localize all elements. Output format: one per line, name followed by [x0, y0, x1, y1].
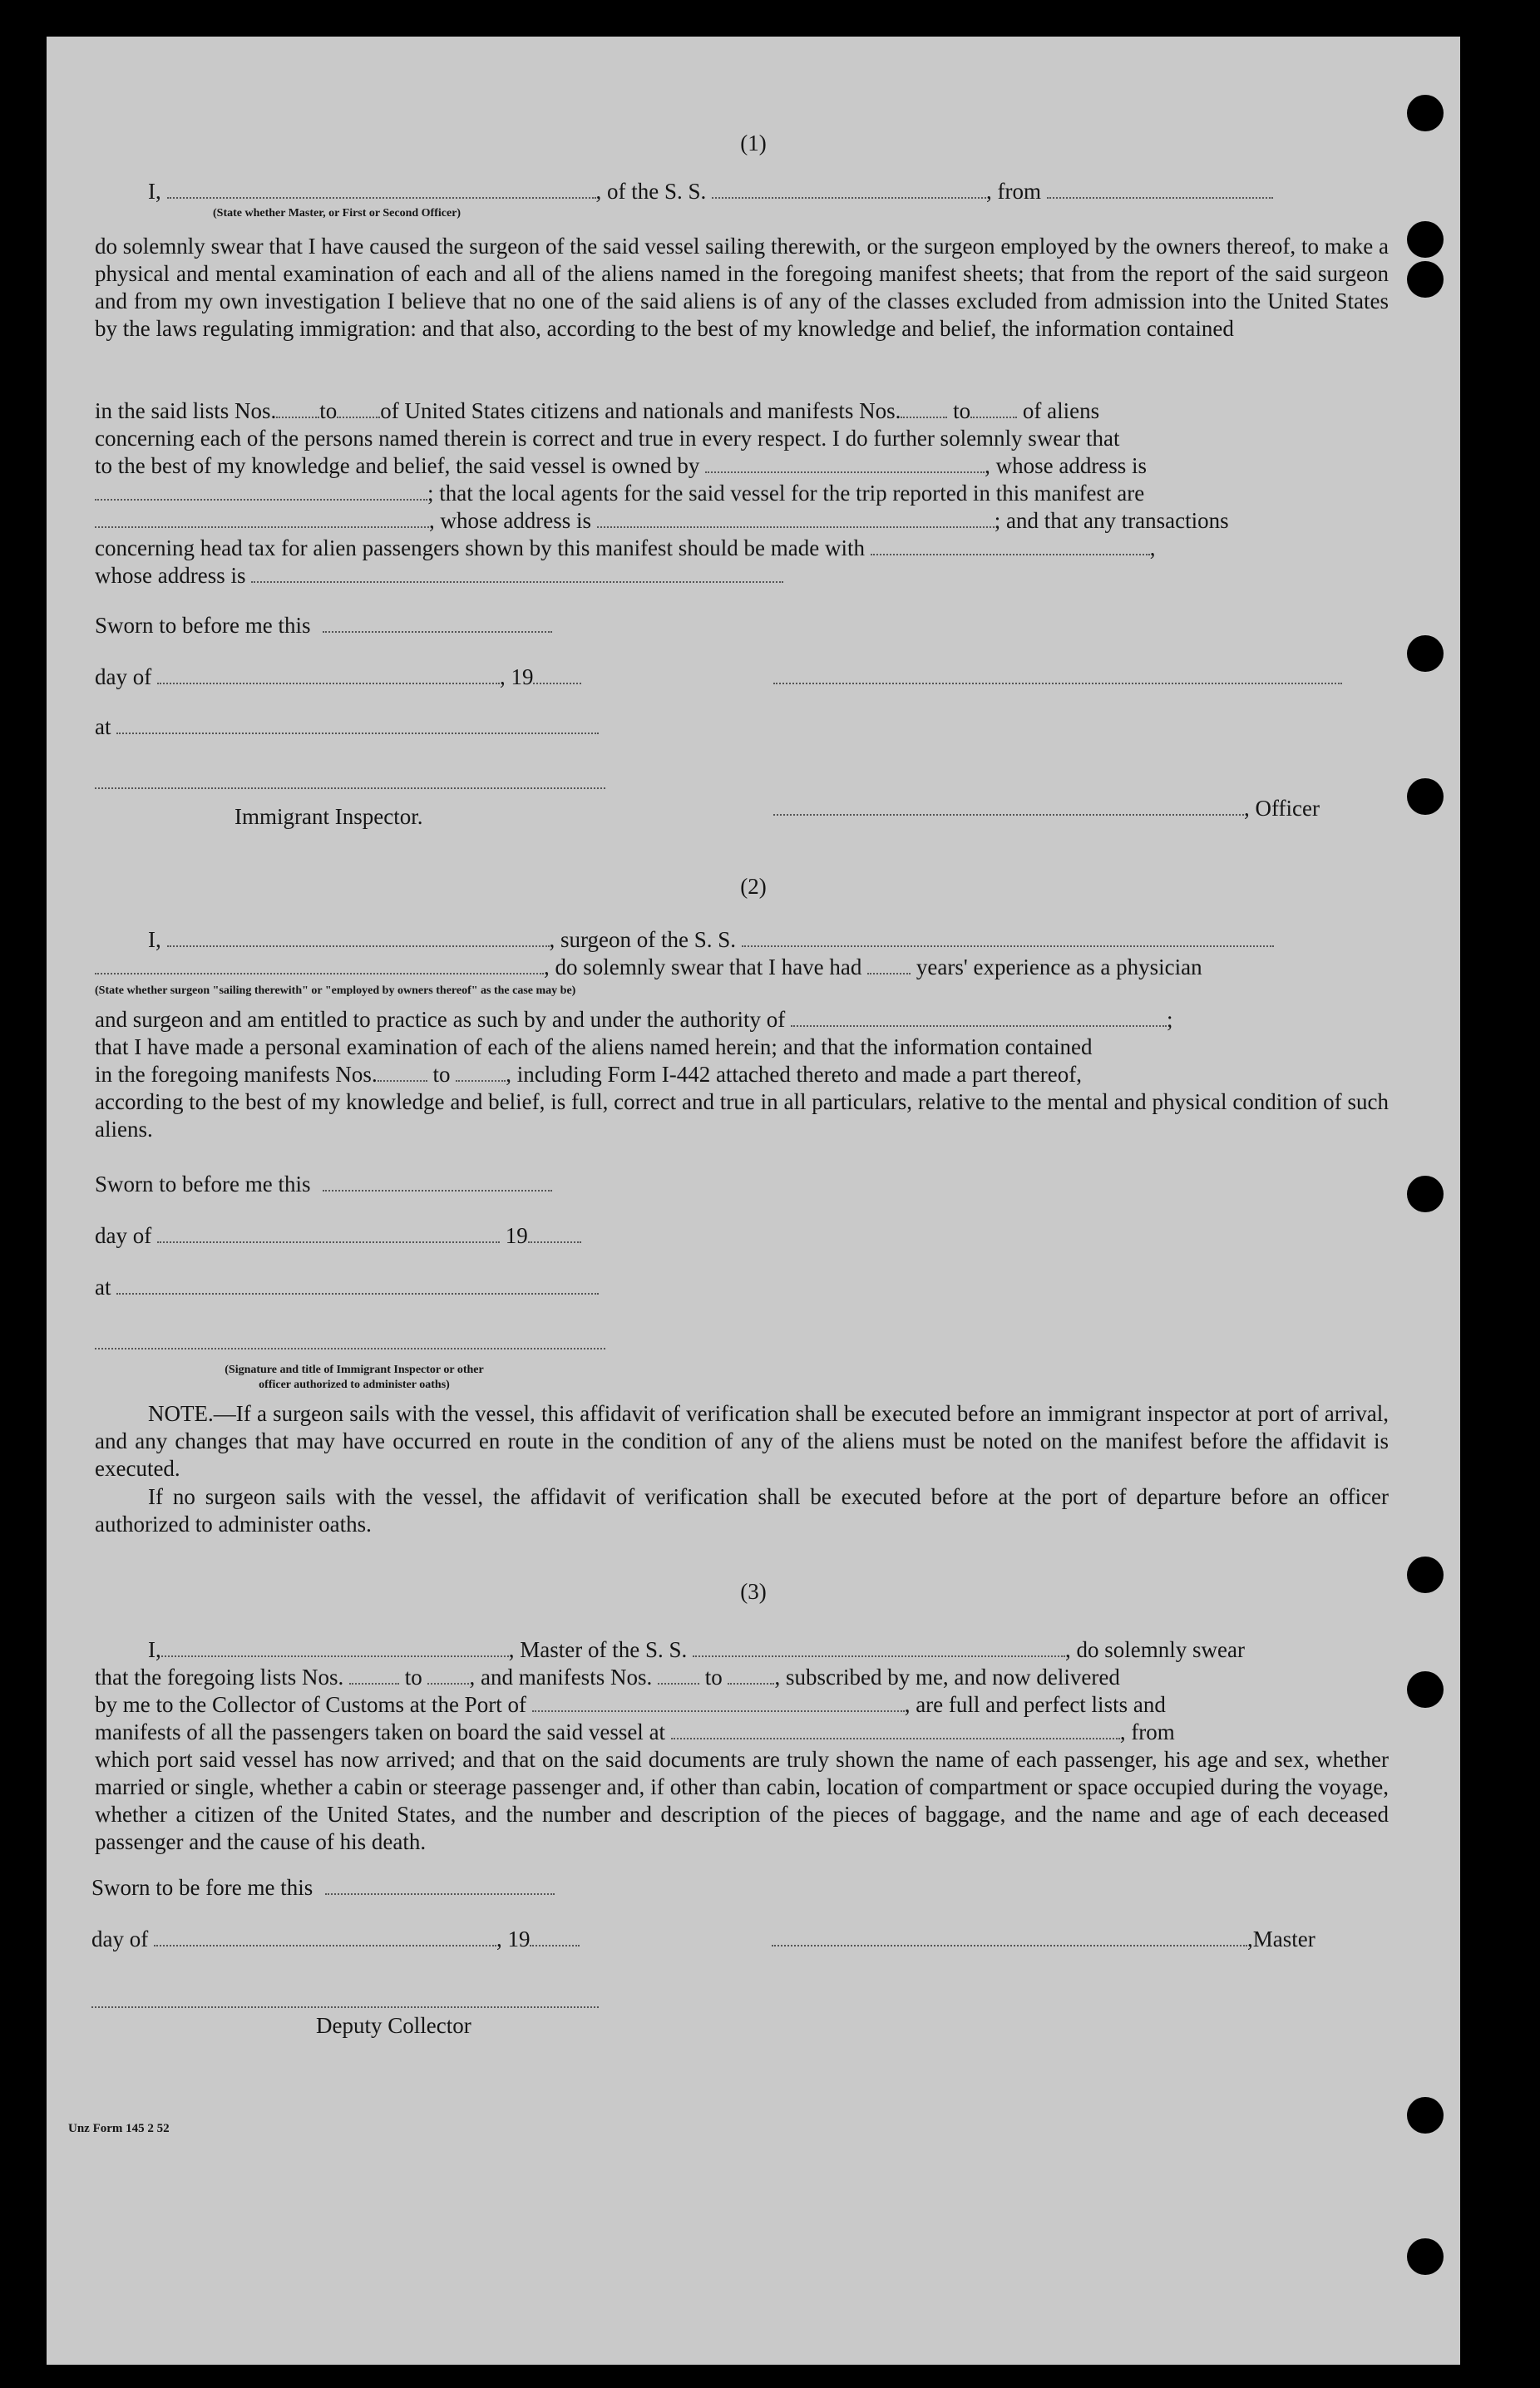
rank-note: (State whether Master, or First or Second Officer) — [213, 207, 462, 220]
label-whose-address: whose address is — [95, 563, 246, 588]
agents-line — [95, 480, 1144, 507]
punch-hole-icon — [1407, 635, 1444, 672]
label-transactions: ; and that any transactions — [994, 508, 1229, 533]
lists-to-field[interactable] — [337, 398, 380, 418]
label-manifests-nos: of United States citizens and nationals and manifests Nos. — [380, 398, 901, 423]
label-lists-nos: that the foregoing lists Nos. — [95, 1665, 344, 1690]
label-sworn: Sworn to before me this — [95, 613, 311, 638]
sworn-date-field[interactable] — [325, 1875, 555, 1895]
experience-line — [95, 954, 1202, 981]
master-name-field[interactable] — [161, 1637, 509, 1657]
exam-line: that I have made a personal examination of each of the aliens named herein; and that the information contained — [95, 1034, 1093, 1059]
day-line-3 — [91, 1926, 580, 1953]
embark-line — [95, 1719, 1175, 1746]
label-year: , 19 — [496, 1927, 531, 1951]
inspector-sig-line-2 — [95, 1329, 605, 1356]
deputy-collector-label: Deputy Collector — [316, 2013, 471, 2038]
month-field[interactable] — [157, 1223, 500, 1243]
at-line-1 — [95, 713, 599, 741]
master-vessel-field[interactable] — [693, 1637, 1065, 1657]
inspector-signature-field[interactable] — [95, 1330, 605, 1349]
label-year: , 19 — [499, 664, 534, 689]
label-collector-port: by me to the Collector of Customs at the Port of — [95, 1692, 526, 1717]
sworn-line-2 — [95, 1171, 552, 1198]
lists-line-3 — [95, 1664, 1120, 1691]
inspector-signature-field[interactable] — [95, 769, 605, 789]
punch-hole-icon — [1407, 1671, 1444, 1708]
section-1-line-1 — [148, 178, 1273, 205]
at-line-2 — [95, 1274, 599, 1301]
years-field[interactable] — [867, 955, 911, 974]
label-years-experience: years' experience as a physician — [916, 955, 1202, 979]
punch-hole-icon — [1407, 261, 1444, 298]
label-semicolon: ; — [1167, 1007, 1173, 1032]
label-lists-nos: in the said lists Nos. — [95, 398, 277, 423]
lists-to-field[interactable] — [427, 1665, 469, 1685]
section-3-body: which port said vessel has now arrived; and that on the said documents are truly shown the name of each passenger, his age and sex, whether married or single, whether a cabin or steerage passenger and, if other than cabin, location of compartment or space occupied during the voyage, whether a citizen of the United States, and the number and description of the pieces of baggage, and the name and age of each deceased passenger and the cause of his death. — [95, 1747, 1389, 1854]
master-line — [148, 1636, 1245, 1664]
section-1-number: (1) — [740, 131, 767, 155]
sworn-date-field[interactable] — [323, 1172, 552, 1192]
surgeon-vessel-field[interactable] — [742, 927, 1274, 947]
deputy-sig-line — [91, 1987, 599, 2015]
agents-address-line — [95, 507, 1229, 535]
manifests-from-field[interactable] — [901, 398, 947, 418]
surgeon-status-note: (State whether surgeon "sailing therewith" or "employed by owners thereof" as the case may be) — [95, 984, 576, 997]
month-field[interactable] — [154, 1927, 496, 1946]
label-swear-had: , do solemnly swear that I have had — [544, 955, 862, 979]
label-day-of: day of — [95, 664, 152, 689]
label-from: , from — [1119, 1719, 1175, 1744]
authority-line — [95, 1006, 1173, 1034]
surgeon-name-field[interactable] — [167, 927, 550, 947]
signature-line-1 — [773, 664, 1342, 691]
section-1-body-1: do solemnly swear that I have caused the surgeon of the said vessel sailing therewith, or the surgeon employed by the owners thereof, to make a physical and mental examination of each and all of the aliens named in the foregoing manifest sheets; that from the report of the said surgeon and from my own investigation I believe that no one of the said aliens is of any of the classes excluded from admission into the United States by the laws regulating immigration: and that also, according to the best of my knowledge and belief, the information contained — [95, 234, 1389, 341]
label-subscribed: , subscribed by me, and now delivered — [774, 1665, 1120, 1690]
label-i: I, — [148, 927, 161, 952]
owned-line — [95, 452, 1147, 480]
manifests-to-field[interactable] — [728, 1665, 774, 1685]
day-line-1 — [95, 664, 581, 691]
manifests-line-2 — [95, 1061, 1082, 1088]
label-master: ,Master — [1247, 1927, 1315, 1951]
punch-hole-icon — [1407, 778, 1444, 815]
sworn-date-field[interactable] — [323, 613, 552, 633]
label-local-agents: ; that the local agents for the said vessel for the trip reported in this manifest are — [427, 481, 1145, 506]
label-taken-on-board: manifests of all the passengers taken on board the said vessel at — [95, 1719, 666, 1744]
label-of-aliens: of aliens — [1022, 398, 1100, 423]
master-signature-field[interactable] — [772, 1927, 1247, 1946]
head-tax-address-field[interactable] — [251, 563, 783, 583]
label-at: at — [95, 714, 111, 739]
head-tax-line — [95, 535, 1156, 562]
sworn-line-3 — [91, 1874, 555, 1902]
whose-address-line — [95, 562, 783, 590]
note-paragraph-2: If no surgeon sails with the vessel, the affidavit of verification shall be executed before at the port of departure before an officer authorized to administer oaths. — [95, 1484, 1389, 1537]
label-manifests-nos: in the foregoing manifests Nos. — [95, 1062, 378, 1087]
label-whose-address: , whose address is — [985, 453, 1148, 478]
rank-field[interactable] — [167, 179, 596, 199]
from-port-field[interactable] — [1047, 179, 1273, 199]
label-year: 19 — [505, 1223, 528, 1248]
label-to: to — [319, 398, 338, 423]
label-officer: , Officer — [1244, 796, 1320, 821]
label-perfect-lists: , are full and perfect lists and — [904, 1692, 1166, 1717]
port-field[interactable] — [532, 1692, 905, 1712]
punch-hole-icon — [1407, 2097, 1444, 2134]
label-i: I, — [148, 1637, 161, 1662]
inspector-sig-line — [95, 768, 605, 796]
label-owned-by: to the best of my knowledge and belief, the said vessel is owned by — [95, 453, 700, 478]
label-surgeon-of: , surgeon of the S. S. — [549, 927, 737, 952]
surgeon-status-field[interactable] — [95, 955, 544, 974]
at-field[interactable] — [116, 714, 599, 734]
port-line — [95, 1691, 1166, 1719]
at-field[interactable] — [116, 1275, 599, 1295]
officer-line — [773, 795, 1320, 822]
punch-hole-icon — [1407, 1176, 1444, 1212]
label-to: to — [704, 1665, 723, 1690]
label-manifests-nos: , and manifests Nos. — [469, 1665, 653, 1690]
label-solemnly-swear: , do solemnly swear — [1064, 1637, 1245, 1662]
owner-field[interactable] — [705, 453, 985, 473]
surgeon-line — [148, 926, 1274, 954]
label-to: to — [953, 398, 971, 423]
year-field[interactable] — [530, 1927, 580, 1946]
label-head-tax: concerning head tax for alien passengers shown by this manifest should be made with — [95, 535, 866, 560]
vessel-name-field[interactable] — [712, 179, 986, 199]
form-number: Unz Form 145 2 52 — [68, 2122, 170, 2135]
signature-note-2: officer authorized to administer oaths) — [259, 1379, 450, 1391]
label-sworn: Sworn to before me this — [95, 1172, 311, 1196]
label-authority: and surgeon and am entitled to practice as such by and under the authority of — [95, 1007, 786, 1032]
section-3-number: (3) — [740, 1579, 767, 1604]
inspector-label: Immigrant Inspector. — [234, 804, 423, 829]
day-line-2 — [95, 1222, 581, 1250]
deputy-signature-field[interactable] — [91, 1988, 599, 2008]
label-at: at — [95, 1275, 111, 1300]
owner-address-field[interactable] — [95, 481, 427, 501]
manifests-to-field[interactable] — [970, 398, 1017, 418]
year-field[interactable] — [533, 664, 581, 684]
section-2-body-end: according to the best of my knowledge and belief, is full, correct and true in all particulars, relative to the mental and physical condition of such aliens. — [95, 1089, 1389, 1142]
embark-port-field[interactable] — [671, 1719, 1120, 1739]
label-whose-address: , whose address is — [429, 508, 591, 533]
manifests-from-field[interactable] — [658, 1665, 699, 1685]
master-signature-line — [772, 1926, 1315, 1953]
agents-field[interactable] — [95, 508, 429, 528]
manifests-to-field[interactable] — [456, 1062, 506, 1082]
label-form-i442: , including Form I-442 attached thereto and made a part thereof, — [506, 1062, 1082, 1087]
label-to: to — [432, 1062, 451, 1087]
label-comma: , — [1149, 535, 1156, 560]
head-tax-party-field[interactable] — [871, 535, 1150, 555]
month-field[interactable] — [157, 664, 500, 684]
label-master-of-ss: , Master of the S. S. — [508, 1637, 688, 1662]
label-sworn: Sworn to be fore me this — [91, 1875, 313, 1900]
punch-hole-icon — [1407, 95, 1444, 131]
officer-signature-field[interactable] — [773, 796, 1244, 816]
form-sheet — [47, 37, 1460, 2365]
manifests-from-field[interactable] — [378, 1062, 427, 1082]
signature-note-1: (Signature and title of Immigrant Inspector or other — [225, 1364, 484, 1376]
label-to: to — [404, 1665, 422, 1690]
lists-from-field[interactable] — [349, 1665, 399, 1685]
label-from: , from — [986, 179, 1041, 204]
agents-address-field[interactable] — [597, 508, 995, 528]
section-2-number: (2) — [740, 874, 767, 899]
sworn-line-1 — [95, 612, 552, 639]
section-1-body-2: concerning each of the persons named therein is correct and true in every respect. I do further solemnly swear that — [95, 426, 1120, 451]
label-day-of: day of — [91, 1927, 149, 1951]
punch-hole-icon — [1407, 221, 1444, 258]
label-day-of: day of — [95, 1223, 152, 1248]
authority-field[interactable] — [791, 1007, 1167, 1027]
note-paragraph-1: NOTE.—If a surgeon sails with the vessel, this affidavit of verification shall be executed before an immigrant inspector at port of arrival, and any changes that may have occurred en route in the condition of any of the aliens must be noted on the manifest before the affidavit is executed. — [95, 1401, 1389, 1481]
label-i: I, — [148, 179, 161, 204]
label-of-ss: , of the S. S. — [595, 179, 707, 204]
lists-from-field[interactable] — [276, 398, 319, 418]
signature-field[interactable] — [773, 664, 1342, 684]
lists-line — [95, 397, 1099, 425]
year-field[interactable] — [528, 1223, 581, 1243]
punch-hole-icon — [1407, 2238, 1444, 2275]
